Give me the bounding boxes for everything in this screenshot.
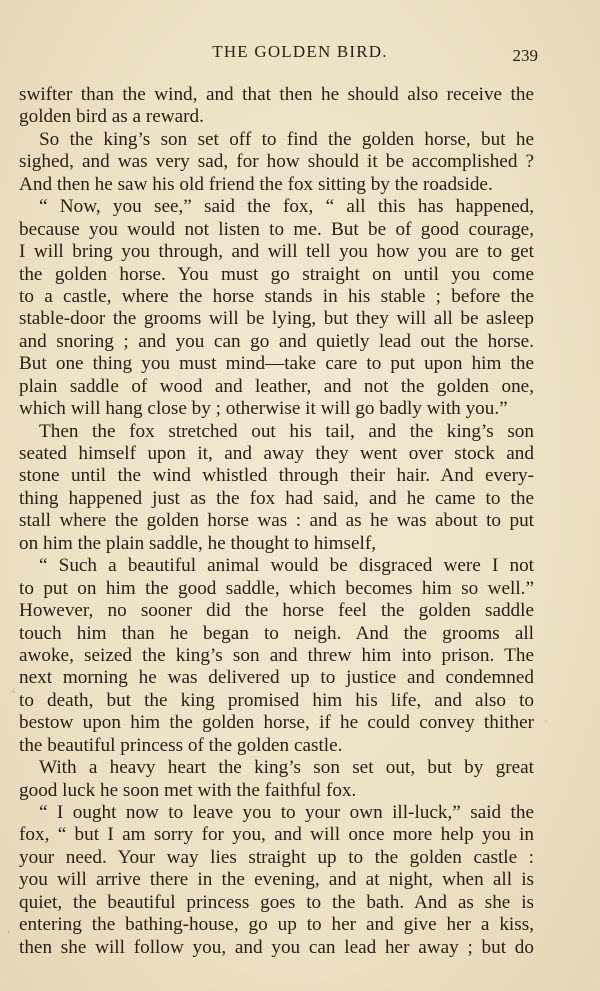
page-number: 239 [512, 46, 538, 65]
text-line: and snoring ; and you can go and quietly lead out the horse. [19, 330, 534, 352]
text-line: With a heavy heart the king’s son set out, but by great [39, 757, 534, 779]
text-line: thing happened just as the fox had said, and he came to the [19, 487, 534, 509]
text-line: sighed, and was very sad, for how should it be accomplished ? [19, 151, 534, 173]
text-line: stall where the golden horse was : and as he was about to put [19, 510, 534, 532]
text-line: to a castle, where the horse stands in his stable ; before the [19, 285, 534, 307]
body-text [19, 84, 534, 959]
text-line: fox, “ but I am sorry for you, and will once more help you in [19, 824, 534, 846]
text-line: your need. Your way lies straight up to the golden castle : [19, 846, 534, 868]
text-line: good luck he soon met with the faithful fox. [19, 779, 357, 801]
running-title: THE GOLDEN BIRD. [212, 42, 388, 61]
text-line: And then he saw his old friend the fox sitting by the roadside. [19, 173, 493, 195]
text-line: swifter than the wind, and that then he should also receive the [19, 84, 534, 105]
text-line: seated himself upon it, and away they went over stock and [19, 443, 534, 464]
text-line: stable-door the grooms will be lying, but they will all be asleep [19, 308, 534, 330]
text-line: quiet, the beautiful princess goes to the bath. And as she is [19, 891, 534, 913]
text-line: “ I ought now to leave you to your own ill-luck,” said the [39, 802, 534, 823]
text-line: So the king’s son set off to find the golden horse, but he [39, 128, 534, 150]
text-line: then she will follow you, and you can lead her away ; but do [19, 936, 534, 958]
text-line: you will arrive there in the evening, and at night, when all is [19, 869, 534, 891]
text-line: bestow upon him the golden horse, if he could convey thither [19, 712, 534, 734]
text-line: “ Such a beautiful animal would be disgraced were I not [39, 555, 534, 577]
text-line: which will hang close by ; otherwise it will go badly with you.” [19, 398, 508, 420]
text-line: to put on him the good saddle, which becomes him so well.” [19, 577, 534, 599]
page-header [0, 42, 600, 66]
text-line: golden bird as a reward. [19, 106, 204, 128]
text-line: to death, but the king promised him his life, and also to [19, 689, 534, 711]
text-line: plain saddle of wood and leather, and not the golden one, [19, 375, 534, 397]
text-line: touch him than he began to neigh. And the grooms all [19, 622, 534, 644]
text-line: on him the plain saddle, he thought to himself, [19, 532, 377, 554]
text-line: However, no sooner did the horse feel the golden saddle [19, 600, 534, 622]
text-line: the golden horse. You must go straight on until you come [19, 263, 534, 285]
text-line: next morning he was delivered up to justice and condemned [19, 667, 534, 689]
text-line: “ Now, you see,” said the fox, “ all this has happened, [39, 196, 534, 218]
paper-speck [545, 720, 547, 722]
text-line: because you would not listen to me. But be of good courage, [19, 218, 534, 240]
text-line: Then the fox stretched out his tail, and the king’s son [39, 420, 534, 442]
text-line: But one thing you must mind—take care to put upon him the [19, 353, 534, 375]
text-line: awoke, seized the king’s son and threw him into prison. The [19, 644, 534, 666]
text-line: entering the bathing-house, go up to her and give her a kiss, [19, 914, 534, 936]
text-line: the beautiful princess of the golden castle. [19, 734, 343, 756]
text-line: I will bring you through, and will tell you how you are to get [19, 241, 534, 263]
paper-speck [8, 930, 10, 934]
paper-speck [12, 690, 15, 693]
text-line: stone until the wind whistled through their hair. And every- [19, 465, 534, 487]
